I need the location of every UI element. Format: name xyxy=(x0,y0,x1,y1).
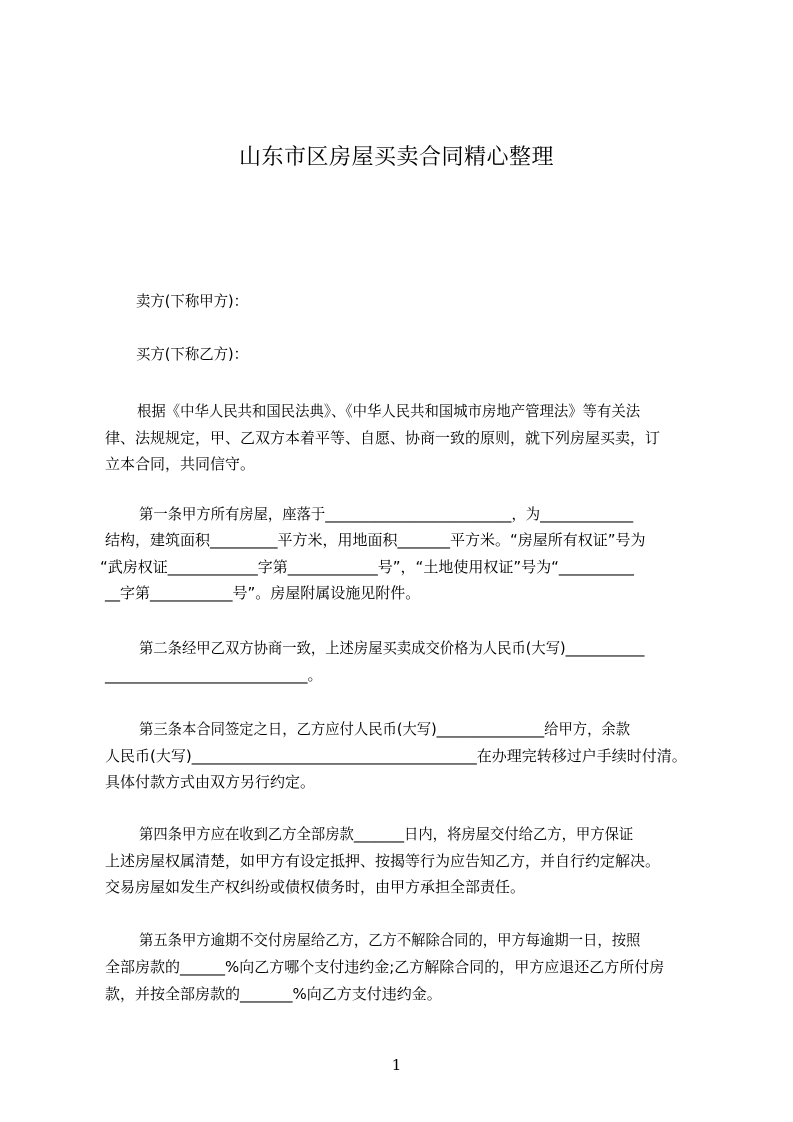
article-4-line-3: 交易房屋如发生产权纠纷或债权债务时，由甲方承担全部责任。 xyxy=(105,878,526,896)
article-1-line-2: 结构，建筑面积_________平方米，用地面积_______平方米。“房屋所有权证”号为 xyxy=(105,531,646,549)
intro-line-2: 律、法规规定，甲、乙双方本着平等、自愿、协商一致的原则，就下列房屋买卖，订 xyxy=(105,429,661,447)
article-4-line-2: 上述房屋权属清楚，如甲方有设定抵押、按揭等行为应告知乙方，并自行约定解决。 xyxy=(105,852,661,870)
article-5-line-2: 全部房款的______%向乙方哪个支付违约金;乙方解除合同的，甲方应退还乙方所付房 xyxy=(105,958,665,976)
intro-line-1: 根据《中华人民共和国民法典》、《中华人民共和国城市房地产管理法》等有关法 xyxy=(137,402,641,420)
article-3-line-1: 第三条本合同签定之日，乙方应付人民币(大写)_______________给甲方，余款 xyxy=(139,720,631,738)
article-1-line-4: __字第___________号”。房屋附属设施见附件。 xyxy=(105,584,421,602)
page-number: 1 xyxy=(391,1056,402,1074)
article-2-line-1: 第二条经甲乙双方协商一致，上述房屋买卖成交价格为人民币(大写)___________ xyxy=(139,639,645,657)
buyer-line: 买方(下称乙方)： xyxy=(136,345,249,363)
article-1-line-1: 第一条甲方所有房屋，座落于__________________________，为_____________ xyxy=(139,505,634,523)
article-2-line-2: ___________________________。 xyxy=(105,666,323,684)
seller-line: 卖方(下称甲方)： xyxy=(136,292,249,310)
page-title: 山东市区房屋买卖合同精心整理 xyxy=(238,145,554,170)
article-3-line-3: 具体付款方式由双方另行约定。 xyxy=(105,773,316,791)
article-3-line-2: 人民币(大写)______________________________________在办理完转移过户手续时付清。 xyxy=(105,747,687,765)
intro-line-3: 立本合同，共同信守。 xyxy=(105,455,256,473)
article-5-line-3: 款，并按全部房款的_______%向乙方支付违约金。 xyxy=(105,985,442,1003)
article-4-line-1: 第四条甲方应在收到乙方全部房款_______日内，将房屋交付给乙方，甲方保证 xyxy=(139,825,634,843)
article-5-line-1: 第五条甲方逾期不交付房屋给乙方，乙方不解除合同的，甲方每逾期一日，按照 xyxy=(139,931,641,949)
article-1-line-3: “武房权证____________字第____________号”，“土地使用权证”号为“__________ xyxy=(100,558,634,576)
